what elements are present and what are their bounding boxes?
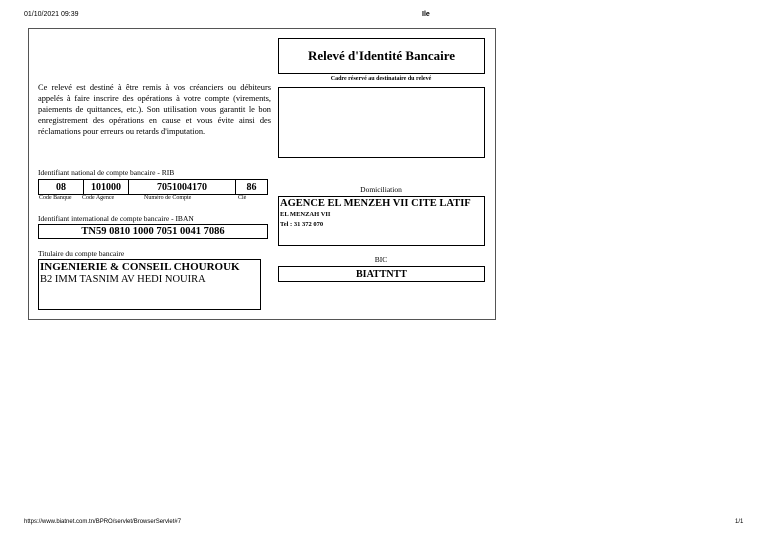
print-url: https://www.biatnet.com.tn/BPRO/servlet/BrowserServlet#7 [24, 519, 182, 525]
document-title: Relevé d'Identité Bancaire [278, 38, 485, 74]
rib-sub-code-agence: Code Agence [82, 195, 115, 201]
reserved-frame [278, 87, 485, 158]
print-datetime: 01/10/2021 09:39 [24, 11, 79, 18]
domiciliation-agency: AGENCE EL MENZEH VII CITE LATIF [280, 198, 471, 209]
holder-address: B2 IMM TASNIM AV HEDI NOUIRA [40, 274, 206, 285]
iban-value: TN59 0810 1000 7051 0041 7086 [38, 224, 268, 239]
document-description: Ce relevé est destiné à être remis à vos créanciers ou débiteurs appelés à faire inscrire des opérations à votre compte (virements, paiements de quittances, etc.). Son utilisation vous garantit le bon enregistrement des opérations en cause et vous évite ainsi des réclamations pour erreurs ou retards d'imputation. [38, 83, 271, 136]
holder-name: INGENIERIE & CONSEIL CHOUROUK [40, 261, 240, 273]
rib-sub-cle: Clé [238, 195, 247, 201]
rib-sub-numero-compte: Numéro de Compte [144, 195, 192, 201]
rib-code-agence: 101000 [84, 180, 129, 194]
holder-box [38, 259, 261, 310]
domiciliation-box [278, 196, 485, 246]
holder-label: Titulaire du compte bancaire [38, 249, 125, 258]
rib-numero-compte: 7051004170 [129, 180, 236, 194]
print-page-title: Ile [422, 11, 430, 18]
rib-label: Identifiant national de compte bancaire - RIB [38, 168, 175, 177]
reserved-frame-label: Cadre réservé au destinataire du relevé [330, 76, 432, 82]
rib-code-banque: 08 [39, 180, 84, 194]
domiciliation-label: Domiciliation [360, 185, 402, 194]
print-page-number: 1/1 [735, 519, 744, 525]
bic-value: BIATTNTT [278, 266, 485, 282]
rib-cle: 86 [246, 181, 257, 193]
iban-label: Identifiant international de compte bancaire - IBAN [38, 214, 194, 223]
rib-sub-code-banque: Code Banque [39, 195, 72, 201]
domiciliation-tel: Tel : 31 372 070 [280, 221, 324, 228]
domiciliation-city: EL MENZAH VII [280, 211, 331, 218]
rib-table [38, 179, 268, 195]
bic-label: BIC [374, 255, 388, 264]
